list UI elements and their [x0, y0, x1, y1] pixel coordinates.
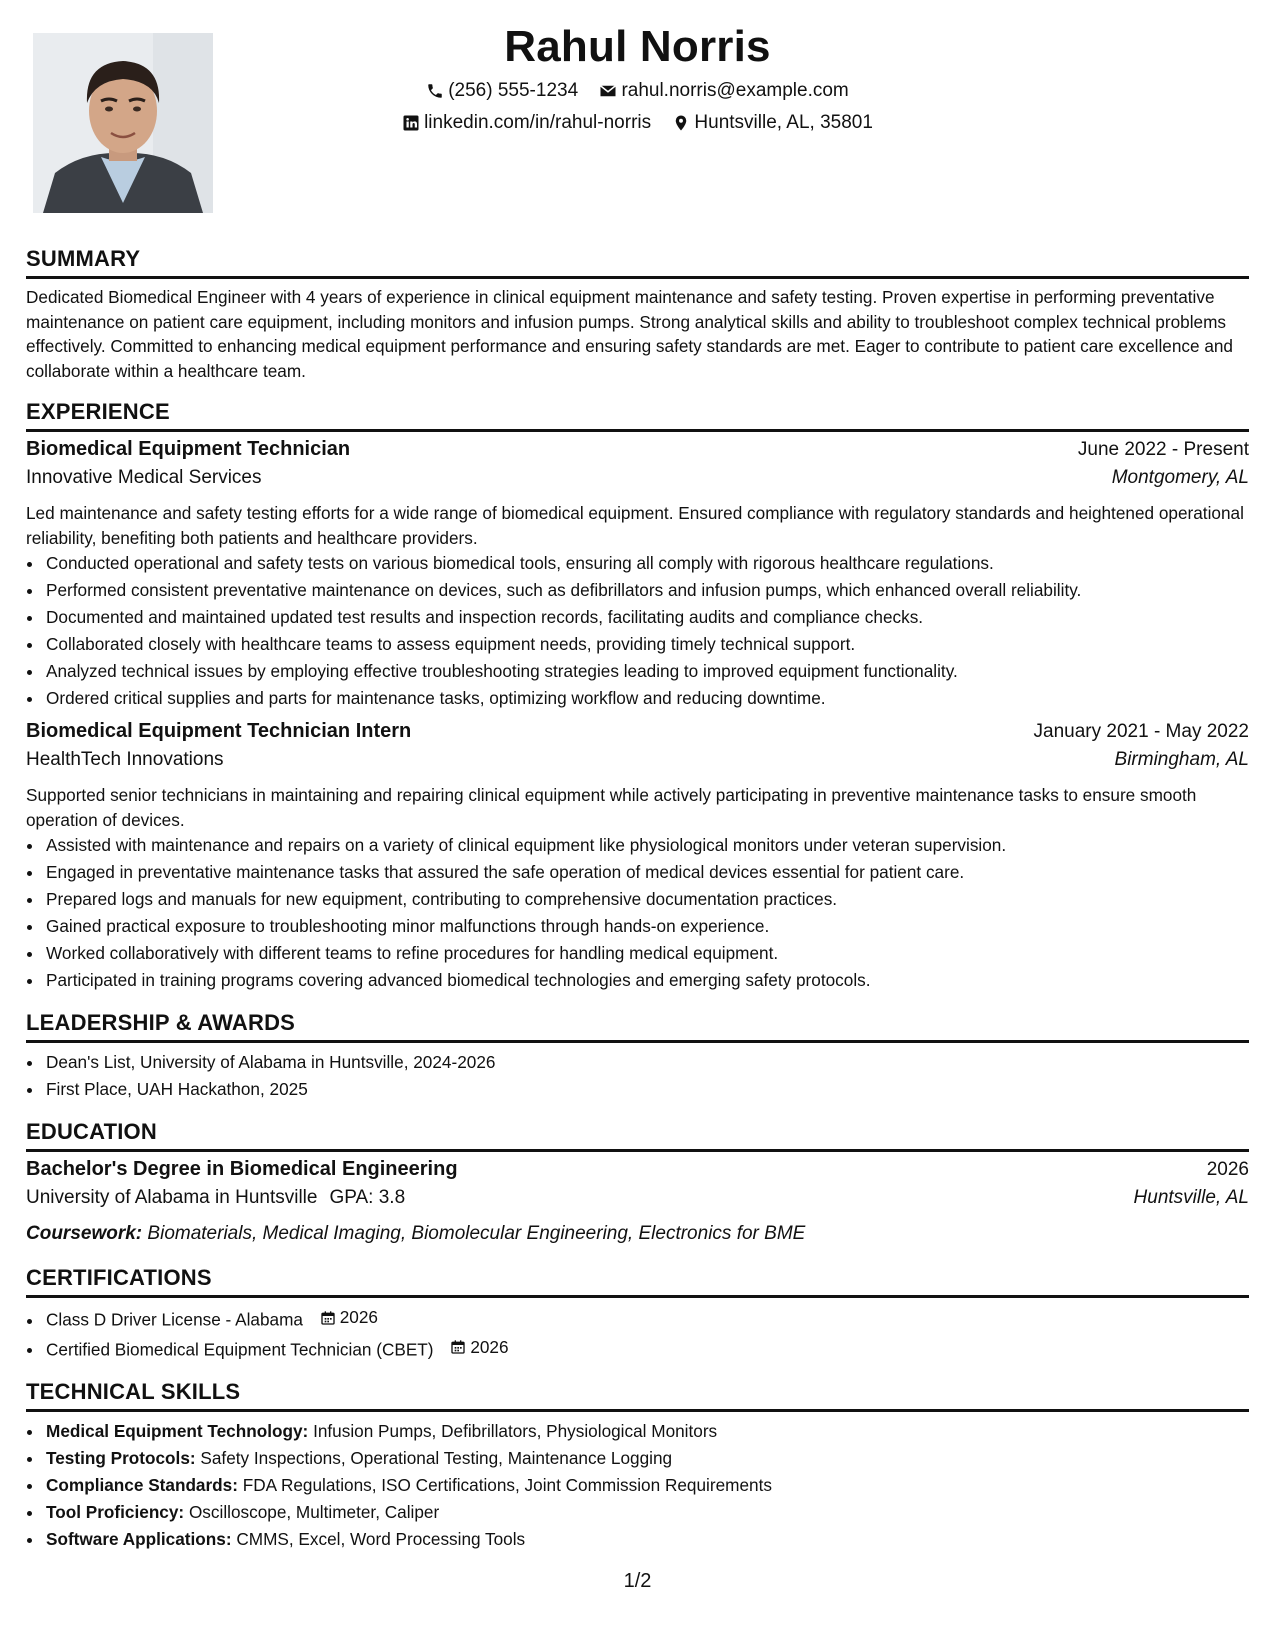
job-description: Supported senior technicians in maintaining and repairing clinical equipment while actively participating in preventive maintenance tasks to ensure smooth operation of devices.: [26, 785, 1197, 830]
skills-list: [26, 1418, 1249, 1553]
list-item: [44, 1472, 1249, 1499]
list-item: [44, 1334, 1249, 1364]
list-item: [44, 1418, 1249, 1445]
phone-text: (256) 555-1234: [448, 80, 579, 101]
list-item: • Conducted operational and safety tests on various biomedical tools, ensuring all comply with rigorous healthcare regulations.: [44, 550, 1249, 577]
list-item: • Engaged in preventative maintenance tasks that assured the safe operation of medical devices essential for patient care.: [44, 859, 1249, 886]
job-entry: [26, 438, 1249, 712]
linkedin-text: linkedin.com/in/rahul-norris: [424, 112, 652, 133]
email-contact[interactable]: [599, 80, 848, 102]
list-item: [44, 1526, 1249, 1553]
company-name: HealthTech Innovations: [26, 749, 224, 770]
skill-category: Tool Proficiency:: [46, 1502, 185, 1522]
linkedin-icon: [402, 114, 420, 132]
job-title: Biomedical Equipment Technician Intern: [26, 720, 412, 742]
skill-category: Testing Protocols:: [46, 1448, 196, 1468]
school-name: University of Alabama in Huntsville: [26, 1187, 318, 1208]
phone-icon: [426, 82, 444, 100]
list-item: • Dean's List, University of Alabama in Huntsville, 2024-2026: [44, 1049, 1249, 1076]
summary-text: Dedicated Biomedical Engineer with 4 years of experience in clinical equipment maintenance and safety testing. Proven expertise in performing preventative maintenance on patient care equipment, including monitors and infusion pumps. Strong analytical skills and ability to troubleshoot complex technical problems effectively. Committed to enhancing medical equipment performance and ensuring safety standards are met. Eager to contribute to patient care excellence and collaborate within a healthcare team.: [26, 287, 1233, 381]
phone-contact[interactable]: [426, 80, 578, 102]
job-location: Montgomery, AL: [1111, 467, 1249, 488]
contact-line-2: [0, 112, 1275, 138]
page-number: 1/2: [623, 1570, 652, 1592]
list-item: • First Place, UAH Hackathon, 2025: [44, 1076, 1249, 1103]
certification-name: Certified Biomedical Equipment Technician (CBET): [46, 1339, 434, 1359]
section-heading: TECHNICAL SKILLS: [26, 1379, 1249, 1412]
list-item: • Gained practical exposure to troubleshooting minor malfunctions through hands-on experience.: [44, 913, 1249, 940]
skill-category: Software Applications:: [46, 1529, 232, 1549]
graduation-year: 2026: [1206, 1159, 1249, 1180]
skill-category: Medical Equipment Technology:: [46, 1421, 309, 1441]
job-title: Biomedical Equipment Technician: [26, 438, 351, 460]
list-item: • Ordered critical supplies and parts for maintenance tasks, optimizing workflow and reducing downtime.: [44, 685, 1249, 712]
certification-date: [320, 1304, 378, 1331]
list-item: • Assisted with maintenance and repairs on a variety of clinical equipment like physiological monitors under veteran supervision.: [44, 832, 1249, 859]
contact-line-1: [0, 80, 1275, 106]
job-description: Led maintenance and safety testing efforts for a wide range of biomedical equipment. Ensured compliance with regulatory standards and heightened operational reliability, benefiting both patients and healthcare providers.: [26, 503, 1244, 548]
envelope-icon: [599, 82, 617, 100]
school-line: [26, 1187, 405, 1209]
list-item: [44, 1499, 1249, 1526]
certification-date: [450, 1334, 508, 1361]
experience-section: [26, 399, 1249, 994]
education-section: [26, 1119, 1249, 1245]
job-bullets: [26, 550, 1249, 712]
awards-list: [26, 1049, 1249, 1103]
list-item: • Documented and maintained updated test results and inspection records, facilitating audits and compliance checks.: [44, 604, 1249, 631]
skill-category: Compliance Standards:: [46, 1475, 238, 1495]
list-item: [44, 1445, 1249, 1472]
leadership-section: [26, 1010, 1249, 1103]
company-name: Innovative Medical Services: [26, 467, 262, 488]
certification-year: 2026: [470, 1336, 509, 1357]
map-pin-icon: [672, 114, 690, 132]
job-dates: June 2022 - Present: [1077, 439, 1249, 460]
coursework-list: Biomaterials, Medical Imaging, Biomolecular Engineering, Electronics for BME: [147, 1223, 806, 1244]
certifications-section: [26, 1265, 1249, 1363]
certifications-list: [26, 1304, 1249, 1363]
section-heading: CERTIFICATIONS: [26, 1265, 1249, 1298]
job-dates: January 2021 - May 2022: [1033, 721, 1249, 742]
skill-values: FDA Regulations, ISO Certifications, Joint Commission Requirements: [242, 1475, 772, 1495]
coursework-label: Coursework:: [26, 1223, 143, 1244]
location-contact: [672, 112, 873, 134]
section-heading: EDUCATION: [26, 1119, 1249, 1152]
job-entry: [26, 720, 1249, 994]
email-text: rahul.norris@example.com: [621, 80, 849, 101]
certification-year: 2026: [339, 1307, 378, 1327]
skill-values: Infusion Pumps, Defibrillators, Physiological Monitors: [313, 1421, 718, 1441]
list-item: • Worked collaboratively with different teams to refine procedures for handling medical equipment.: [44, 940, 1249, 967]
list-item: • Analyzed technical issues by employing effective troubleshooting strategies leading to improved equipment functionality.: [44, 658, 1249, 685]
gpa: GPA: 3.8: [329, 1187, 406, 1208]
summary-section: [26, 246, 1249, 383]
location-text: Huntsville, AL, 35801: [694, 112, 873, 133]
calendar-icon: [320, 1310, 336, 1326]
section-heading: SUMMARY: [26, 246, 1249, 279]
degree-title: Bachelor's Degree in Biomedical Engineering: [26, 1158, 458, 1180]
linkedin-contact[interactable]: [402, 112, 651, 134]
section-heading: EXPERIENCE: [26, 399, 1249, 432]
list-item: • Collaborated closely with healthcare teams to assess equipment needs, providing timely technical support.: [44, 631, 1249, 658]
skill-values: Oscilloscope, Multimeter, Caliper: [188, 1502, 440, 1522]
list-item: • Performed consistent preventative maintenance on devices, such as defibrillators and infusion pumps, which enhanced overall reliability.: [44, 577, 1249, 604]
skill-values: Safety Inspections, Operational Testing, Maintenance Logging: [200, 1448, 673, 1468]
skills-section: [26, 1379, 1249, 1553]
candidate-name: Rahul Norris: [504, 22, 771, 71]
list-item: [44, 1304, 1249, 1334]
certification-name: Class D Driver License - Alabama: [46, 1309, 303, 1330]
calendar-icon: [450, 1339, 466, 1355]
school-location: Huntsville, AL: [1133, 1187, 1249, 1208]
job-location: Birmingham, AL: [1114, 749, 1249, 770]
list-item: • Prepared logs and manuals for new equipment, contributing to comprehensive documentation practices.: [44, 886, 1249, 913]
section-heading: LEADERSHIP & AWARDS: [26, 1010, 1249, 1043]
resume-body: [26, 246, 1249, 1563]
skill-values: CMMS, Excel, Word Processing Tools: [236, 1529, 526, 1549]
coursework-line: [26, 1223, 1249, 1245]
job-bullets: [26, 832, 1249, 994]
list-item: • Participated in training programs covering advanced biomedical technologies and emerging safety protocols.: [44, 967, 1249, 994]
